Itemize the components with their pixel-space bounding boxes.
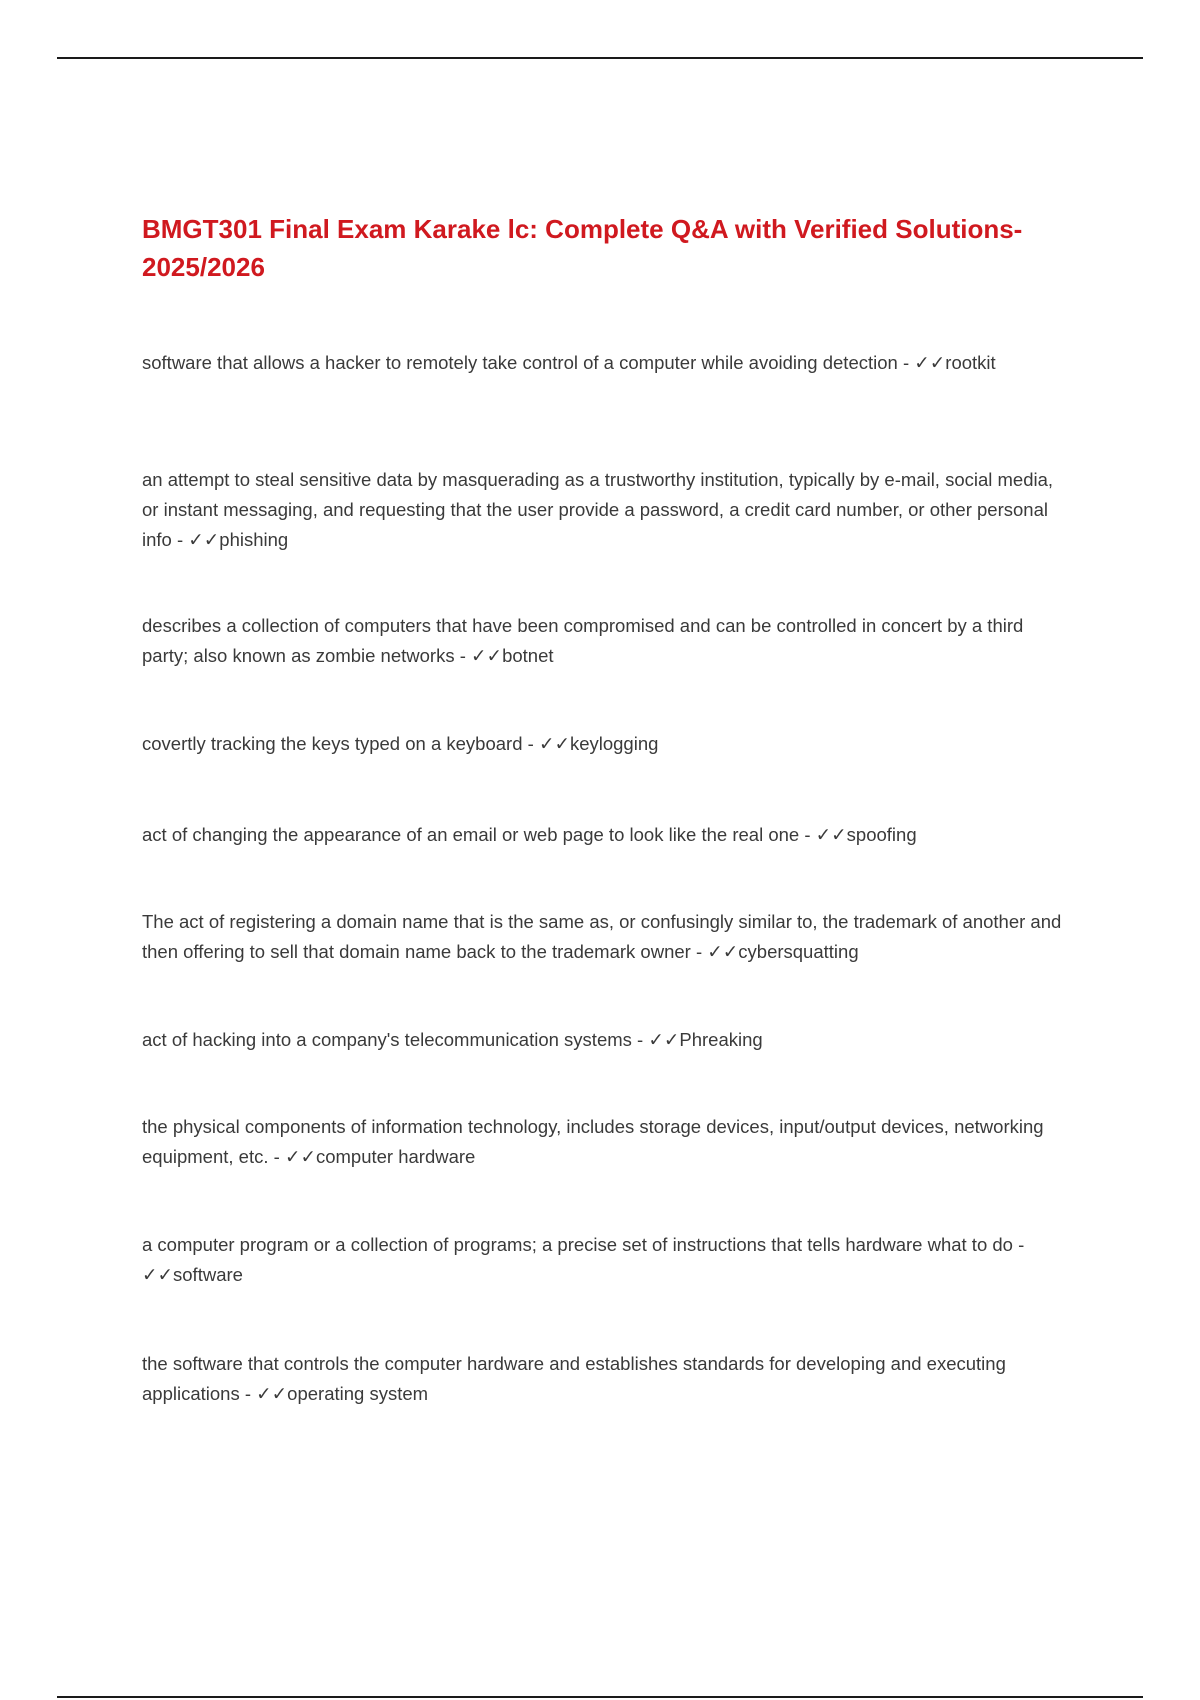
question-text: software that allows a hacker to remotely take control of a computer while avoiding detection (142, 352, 898, 373)
check-marks-icon: ✓✓ (142, 1264, 174, 1285)
document-page (142, 210, 1072, 1404)
question-text: The act of registering a domain name that is the same as, or confusingly similar to, the trademark of another and then offering to sell that domain name back to the trademark owner (142, 911, 1062, 962)
qa-item (142, 1349, 1072, 1409)
answer-text: software (173, 1264, 243, 1285)
separator: - (631, 1029, 649, 1050)
qa-item (142, 611, 1072, 671)
answer-text: spoofing (846, 824, 917, 845)
question-text: the software that controls the computer hardware and establishes standards for developing and executing applications (142, 1353, 1006, 1404)
answer-text: operating system (287, 1383, 429, 1404)
answer-text: phishing (219, 529, 289, 550)
qa-item (142, 1025, 1072, 1055)
answer-text: Phreaking (679, 1029, 763, 1050)
check-marks-icon: ✓✓ (815, 824, 847, 845)
answer-text: computer hardware (315, 1146, 476, 1167)
qa-item (142, 1112, 1072, 1172)
question-text: act of changing the appearance of an email or web page to look like the real one (142, 824, 800, 845)
separator: - (799, 824, 816, 845)
qa-item (142, 1230, 1072, 1290)
check-marks-icon: ✓✓ (188, 529, 220, 550)
check-marks-icon: ✓✓ (538, 733, 570, 754)
qa-item (142, 820, 1072, 850)
check-marks-icon: ✓✓ (648, 1029, 680, 1050)
bottom-rule (57, 1696, 1143, 1698)
qa-item (142, 348, 1072, 378)
separator: - (522, 733, 539, 754)
question-text: describes a collection of computers that have been compromised and can be controlled in concert by a third party; also known as zombie networks (142, 615, 1024, 666)
separator: - (239, 1383, 257, 1404)
qa-item (142, 465, 1072, 555)
answer-text: cybersquatting (738, 941, 859, 962)
separator: - (171, 529, 189, 550)
qa-item (142, 729, 1072, 759)
question-text: act of hacking into a company's telecommunication systems (142, 1029, 632, 1050)
answer-text: rootkit (945, 352, 996, 373)
separator: - (897, 352, 915, 373)
question-text: the physical components of information technology, includes storage devices, input/output devices, networking equipment, etc. (142, 1116, 1044, 1167)
question-text: a computer program or a collection of programs; a precise set of instructions that tells hardware what to do (142, 1234, 1013, 1255)
check-marks-icon: ✓✓ (914, 352, 946, 373)
question-text: an attempt to steal sensitive data by masquerading as a trustworthy institution, typically by e-mail, social media, or instant messaging, and requesting that the user provide a password, a credit card number, or other personal info (142, 469, 1054, 550)
qa-item (142, 907, 1072, 967)
answer-text: botnet (502, 645, 554, 666)
check-marks-icon: ✓✓ (707, 941, 739, 962)
document-title: BMGT301 Final Exam Karake lc: Complete Q&A with Verified Solutions-2025/2026 (142, 214, 1023, 282)
question-text: covertly tracking the keys typed on a keyboard (142, 733, 523, 754)
check-marks-icon: ✓✓ (284, 1146, 316, 1167)
separator: - (268, 1146, 285, 1167)
separator: - (454, 645, 472, 666)
check-marks-icon: ✓✓ (256, 1383, 288, 1404)
check-marks-icon: ✓✓ (471, 645, 503, 666)
top-rule (57, 57, 1143, 59)
separator: - (690, 941, 708, 962)
separator: - (1012, 1234, 1025, 1255)
answer-text: keylogging (569, 733, 659, 754)
